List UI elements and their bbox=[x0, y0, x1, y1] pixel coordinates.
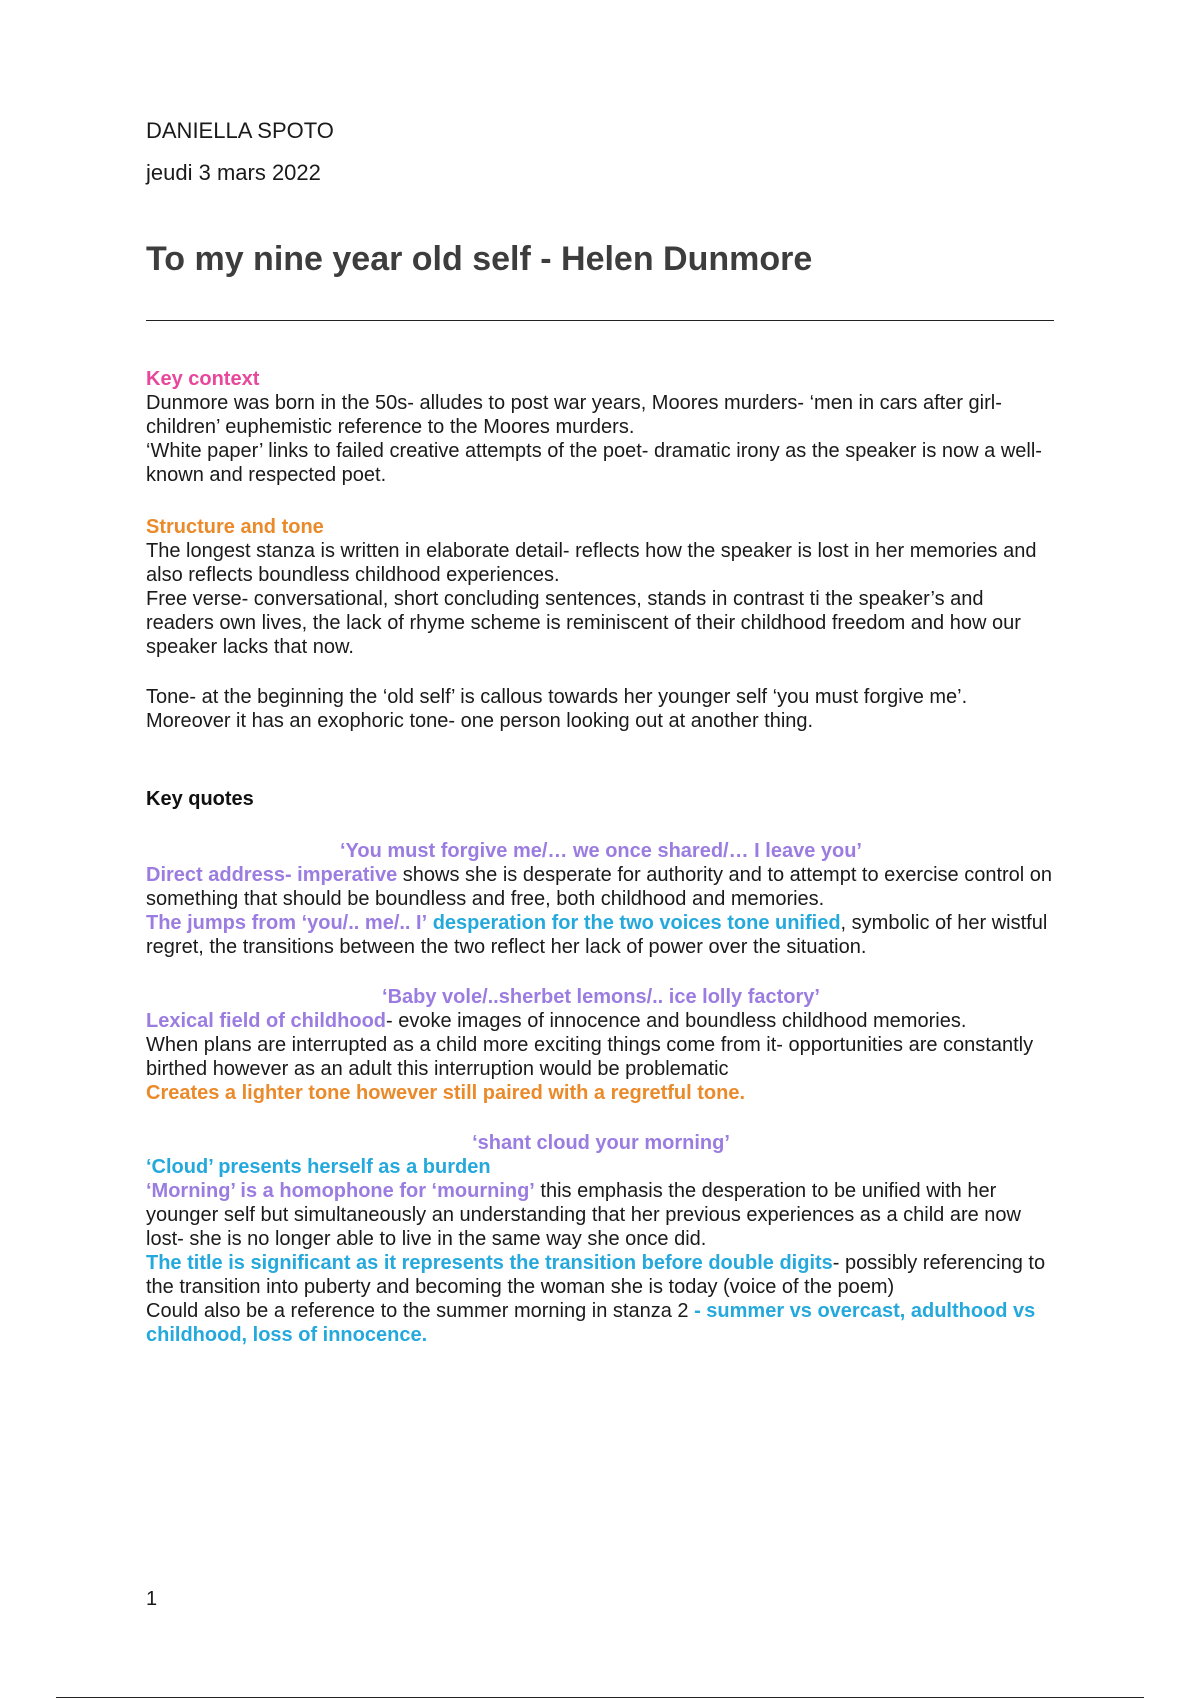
analysis-paragraph: When plans are interrupted as a child more exciting things come from it- opportunities are constantly birthed however as an adult this interruption would be problematic bbox=[146, 1034, 1034, 1080]
highlight-purple: ‘Morning’ is a homophone for ‘mourning’ bbox=[146, 1180, 535, 1202]
document-date: jeudi 3 mars 2022 bbox=[146, 160, 321, 185]
analysis-text: - possibly referencing to the transition into puberty and becoming the woman she is today (voice of the poem) bbox=[146, 1252, 1046, 1298]
highlight-orange: Creates a lighter tone however still paired with a regretful tone. bbox=[146, 1082, 746, 1104]
author-name: DANIELLA SPOTO bbox=[146, 118, 334, 143]
highlight-blue: ‘Cloud’ presents herself as a burden bbox=[146, 1156, 491, 1178]
highlight-purple: Lexical field of childhood bbox=[146, 1010, 387, 1032]
section-heading-key-quotes: Key quotes bbox=[146, 788, 254, 810]
quote: ‘Baby vole/..sherbet lemons/.. ice lolly factory’ bbox=[382, 986, 820, 1008]
analysis-paragraph bbox=[146, 1251, 1056, 1299]
analysis-paragraph bbox=[146, 1179, 1056, 1251]
highlight-blue: desperation for the two voices tone unified bbox=[432, 912, 841, 934]
analysis-text: - evoke images of innocence and boundless childhood memories. bbox=[386, 1010, 967, 1032]
section-heading-structure: Structure and tone bbox=[146, 516, 324, 538]
analysis-text: , symbolic of her wistful regret, the transitions between the two reflect her lack of power over the situation. bbox=[146, 912, 1048, 958]
analysis-text: this emphasis the desperation to be unified with her younger self but simultaneously an understanding that her previous experiences as a child are now lost- she is no longer able to live in the same way she once did. bbox=[146, 1180, 1021, 1250]
analysis-paragraph bbox=[146, 1299, 1056, 1347]
paragraph: The longest stanza is written in elaborate detail- reflects how the speaker is lost in her memories and also reflects boundless childhood experiences. bbox=[146, 540, 1037, 586]
page-number: 1 bbox=[146, 1588, 158, 1610]
title-divider bbox=[146, 320, 1054, 321]
footer-divider bbox=[56, 1697, 1144, 1698]
highlight-blue: - summer vs overcast, adulthood vs childhood, loss of innocence. bbox=[146, 1300, 1036, 1346]
quote: ‘shant cloud your morning’ bbox=[472, 1132, 730, 1154]
document-body bbox=[146, 367, 1056, 1347]
highlight-purple: The jumps from ‘you/.. me/.. I’ bbox=[146, 912, 428, 934]
section-heading-key-context: Key context bbox=[146, 368, 260, 390]
paragraph: ‘White paper’ links to failed creative attempts of the poet- dramatic irony as the speaker is now a well-known and respected poet. bbox=[146, 440, 1042, 486]
paragraph: Free verse- conversational, short concluding sentences, stands in contrast ti the speaker’s and readers own lives, the lack of rhyme scheme is reminiscent of their childhood freedom and how our speaker lacks that now. bbox=[146, 588, 1021, 658]
highlight-blue: The title is significant as it represents the transition before double digits bbox=[146, 1252, 833, 1274]
analysis-text: shows she is desperate for authority and to attempt to exercise control on something that should be boundless and free, both childhood and memories. bbox=[146, 864, 1053, 910]
page-title: To my nine year old self - Helen Dunmore bbox=[146, 240, 813, 278]
paragraph: Dunmore was born in the 50s- alludes to post war years, Moores murders- ‘men in cars after girl-children’ euphemistic reference to the Moores murders. bbox=[146, 392, 1002, 438]
analysis-paragraph bbox=[146, 1009, 1056, 1033]
highlight-purple: Direct address- imperative bbox=[146, 864, 398, 886]
analysis-paragraph bbox=[146, 863, 1056, 911]
analysis-paragraph bbox=[146, 911, 1056, 959]
quote: ‘You must forgive me/… we once shared/… I leave you’ bbox=[339, 840, 862, 862]
analysis-text: Could also be a reference to the summer morning in stanza 2 bbox=[146, 1300, 695, 1322]
paragraph: Tone- at the beginning the ‘old self’ is callous towards her younger self ‘you must forgive me’. Moreover it has an exophoric tone- one person looking out at another thing. bbox=[146, 686, 968, 732]
